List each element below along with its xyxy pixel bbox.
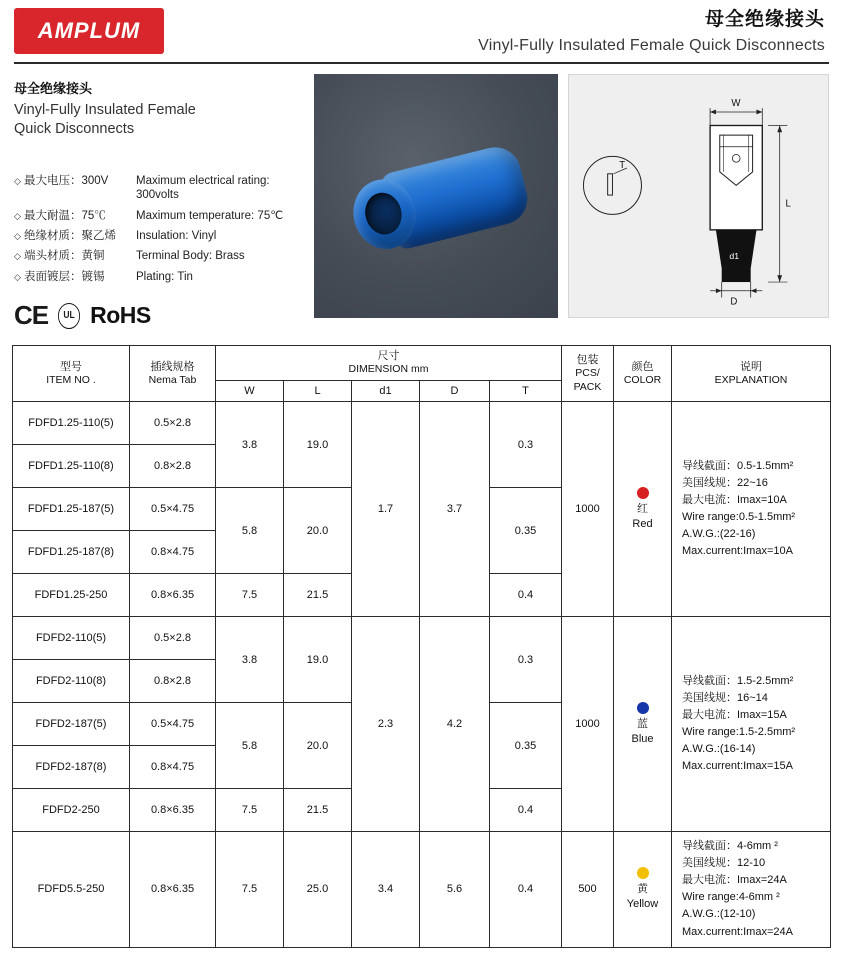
cell-l: 20.0 xyxy=(284,488,352,574)
cell-d1: 2.3 xyxy=(352,617,420,832)
cell-w: 3.8 xyxy=(216,617,284,703)
cell-l: 21.5 xyxy=(284,574,352,617)
spec-label-en: Plating: Tin xyxy=(136,270,193,283)
th-dimension-en: DIMENSION mm xyxy=(348,363,429,376)
exp-line: 最大电流：Imax=15A xyxy=(682,709,787,722)
bullet-icon: ◇ xyxy=(14,230,21,241)
spec-row xyxy=(14,209,304,223)
color-swatch-blue xyxy=(637,702,649,714)
cell-item: FDFD2-187(8) xyxy=(13,746,130,789)
th-pack xyxy=(562,346,614,402)
th-pack-en2: PACK xyxy=(573,380,602,393)
color-swatch-yellow xyxy=(637,867,649,879)
svg-text:D: D xyxy=(730,295,738,307)
cell-l: 21.5 xyxy=(284,789,352,832)
cell-nema: 0.5×4.75 xyxy=(130,488,216,531)
cell-explanation xyxy=(672,617,831,832)
th-item-cn: 型号 xyxy=(60,360,82,373)
rohs-icon: RoHS xyxy=(90,302,151,329)
cell-w: 3.8 xyxy=(216,402,284,488)
cell-nema: 0.8×2.8 xyxy=(130,660,216,703)
page-title-en: Vinyl-Fully Insulated Female Quick Disconnects xyxy=(478,36,825,54)
table-row xyxy=(13,832,831,947)
color-name-cn: 黄 xyxy=(637,883,648,896)
th-color xyxy=(614,346,672,402)
cell-nema: 0.5×4.75 xyxy=(130,703,216,746)
exp-line: 美国线规：16~14 xyxy=(682,692,768,705)
svg-text:W: W xyxy=(731,97,741,109)
th-w: W xyxy=(216,381,284,402)
cell-d1: 3.4 xyxy=(352,832,420,947)
th-t: T xyxy=(490,381,562,402)
th-nema-en: Nema Tab xyxy=(148,374,197,386)
exp-line: Wire range:4-6mm ² xyxy=(682,891,780,904)
cell-pack: 500 xyxy=(562,832,614,947)
cell-w: 5.8 xyxy=(216,488,284,574)
certification-marks xyxy=(14,300,304,331)
ul-icon: UL xyxy=(58,303,80,329)
exp-line: Max.current:Imax=10A xyxy=(682,545,793,558)
color-name-en: Red xyxy=(632,517,653,530)
cell-nema: 0.5×2.8 xyxy=(130,402,216,445)
exp-line: 美国线规：22~16 xyxy=(682,477,768,490)
cell-l: 19.0 xyxy=(284,402,352,488)
product-photo xyxy=(314,74,558,318)
spec-label-en: Maximum temperature: 75℃ xyxy=(136,209,284,222)
th-explanation-en: EXPLANATION xyxy=(714,374,788,386)
header-titles xyxy=(478,8,829,55)
exp-line: A.W.G.:(22-16) xyxy=(682,528,756,541)
exp-line: 最大电流：Imax=10A xyxy=(682,494,787,507)
table-header-row-1 xyxy=(13,346,831,381)
cell-explanation xyxy=(672,832,831,947)
cell-w: 7.5 xyxy=(216,574,284,617)
svg-text:d1: d1 xyxy=(729,250,740,261)
cell-nema: 0.5×2.8 xyxy=(130,617,216,660)
cell-d: 3.7 xyxy=(420,402,490,617)
th-d: D xyxy=(420,381,490,402)
cell-nema: 0.8×4.75 xyxy=(130,531,216,574)
spec-table xyxy=(12,345,831,948)
product-title-en-line2: Quick Disconnects xyxy=(14,121,135,138)
cell-t: 0.4 xyxy=(490,789,562,832)
spec-table-wrap xyxy=(0,331,843,948)
cell-item: FDFD1.25-187(8) xyxy=(13,531,130,574)
th-item-en: ITEM NO . xyxy=(46,374,96,386)
exp-line: Max.current:Imax=24A xyxy=(682,925,793,938)
th-dimension xyxy=(216,346,562,381)
cell-w: 7.5 xyxy=(216,832,284,947)
drawing-svg xyxy=(569,75,828,319)
cell-item: FDFD2-187(5) xyxy=(13,703,130,746)
cell-item: FDFD2-250 xyxy=(13,789,130,832)
product-title-cn: 母全绝缘接头 xyxy=(14,80,93,96)
cell-item: FDFD1.25-187(5) xyxy=(13,488,130,531)
exp-line: Wire range:0.5-1.5mm² xyxy=(682,511,796,524)
cell-explanation xyxy=(672,402,831,617)
table-row xyxy=(13,402,831,445)
product-info xyxy=(14,74,304,331)
cell-item: FDFD1.25-250 xyxy=(13,574,130,617)
page-header xyxy=(0,0,843,59)
cell-t: 0.35 xyxy=(490,488,562,574)
spec-label-en: Maximum electrical rating: 300volts xyxy=(136,174,270,202)
cell-nema: 0.8×6.35 xyxy=(130,789,216,832)
exp-line: Max.current:Imax=15A xyxy=(682,760,793,773)
technical-drawing xyxy=(568,74,829,318)
th-d1: d1 xyxy=(352,381,420,402)
spec-label-cn: 最大耐温：75℃ xyxy=(24,209,106,222)
cell-item: FDFD2-110(8) xyxy=(13,660,130,703)
cell-pack: 1000 xyxy=(562,402,614,617)
brand-logo xyxy=(14,8,164,54)
th-color-en: COLOR xyxy=(623,374,662,386)
ce-icon: CE xyxy=(14,300,49,331)
cell-w: 5.8 xyxy=(216,703,284,789)
th-pack-cn: 包装 xyxy=(576,353,599,366)
spec-row xyxy=(14,174,304,203)
cell-t: 0.4 xyxy=(490,832,562,947)
spec-label-en: Insulation: Vinyl xyxy=(136,229,217,242)
cell-item: FDFD1.25-110(5) xyxy=(13,402,130,445)
page-title-cn: 母全绝缘接头 xyxy=(704,9,825,30)
th-nema xyxy=(130,346,216,402)
brand-logo-text: AMPLUM xyxy=(37,18,141,43)
th-l: L xyxy=(284,381,352,402)
spec-row xyxy=(14,270,304,284)
cell-t: 0.3 xyxy=(490,402,562,488)
cell-item: FDFD1.25-110(8) xyxy=(13,445,130,488)
spec-label-cn: 最大电压：300V xyxy=(24,174,109,187)
spec-list xyxy=(14,174,304,284)
exp-line: A.W.G.:(16-14) xyxy=(682,743,756,756)
cell-pack: 1000 xyxy=(562,617,614,832)
cell-t: 0.3 xyxy=(490,617,562,703)
product-title-en-line1: Vinyl-Fully Insulated Female xyxy=(14,101,196,118)
th-explanation-cn: 说明 xyxy=(740,360,762,373)
color-swatch-red xyxy=(637,487,649,499)
cell-nema: 0.8×6.35 xyxy=(130,832,216,947)
product-title-en xyxy=(14,101,304,140)
cell-color xyxy=(614,402,672,617)
exp-line: Wire range:1.5-2.5mm² xyxy=(682,726,796,739)
cell-item: FDFD5.5-250 xyxy=(13,832,130,947)
cell-d1: 1.7 xyxy=(352,402,420,617)
table-row xyxy=(13,617,831,660)
cell-color xyxy=(614,832,672,947)
color-name-en: Blue xyxy=(631,732,654,745)
bullet-icon: ◇ xyxy=(14,175,21,186)
cell-color xyxy=(614,617,672,832)
cell-t: 0.4 xyxy=(490,574,562,617)
svg-text:L: L xyxy=(785,198,791,210)
th-item xyxy=(13,346,130,402)
spec-row xyxy=(14,229,304,243)
cell-nema: 0.8×6.35 xyxy=(130,574,216,617)
th-explanation xyxy=(672,346,831,402)
cell-l: 20.0 xyxy=(284,703,352,789)
exp-line: A.W.G.:(12-10) xyxy=(682,908,756,921)
th-dimension-cn: 尺寸 xyxy=(377,350,400,363)
th-color-cn: 颜色 xyxy=(631,360,654,373)
cell-l: 19.0 xyxy=(284,617,352,703)
cell-t: 0.35 xyxy=(490,703,562,789)
th-pack-en1: PCS/ xyxy=(575,367,600,380)
exp-line: 导线截面：4-6mm ² xyxy=(682,840,778,853)
color-name-cn: 蓝 xyxy=(637,717,648,730)
spec-label-cn: 绝缘材质：聚乙烯 xyxy=(24,229,116,242)
color-name-cn: 红 xyxy=(637,502,648,515)
svg-text:T: T xyxy=(619,159,626,171)
cell-d: 5.6 xyxy=(420,832,490,947)
color-name-en: Yellow xyxy=(626,897,659,910)
bullet-icon: ◇ xyxy=(14,210,21,221)
exp-line: 导线截面：1.5-2.5mm² xyxy=(682,675,794,688)
cell-nema: 0.8×4.75 xyxy=(130,746,216,789)
exp-line: 美国线规：12-10 xyxy=(682,857,766,870)
spec-row xyxy=(14,249,304,263)
cell-nema: 0.8×2.8 xyxy=(130,445,216,488)
cell-l: 25.0 xyxy=(284,832,352,947)
exp-line: 导线截面：0.5-1.5mm² xyxy=(682,460,794,473)
th-nema-cn: 插线规格 xyxy=(150,360,195,373)
bullet-icon: ◇ xyxy=(14,271,21,282)
cell-d: 4.2 xyxy=(420,617,490,832)
spec-label-cn: 表面镀层：镀锡 xyxy=(24,270,105,283)
spec-label-en: Terminal Body: Brass xyxy=(136,250,245,263)
product-overview xyxy=(0,64,843,331)
cell-w: 7.5 xyxy=(216,789,284,832)
spec-label-cn: 端头材质：黄铜 xyxy=(24,250,105,263)
cell-item: FDFD2-110(5) xyxy=(13,617,130,660)
bullet-icon: ◇ xyxy=(14,251,21,262)
exp-line: 最大电流：Imax=24A xyxy=(682,874,787,887)
